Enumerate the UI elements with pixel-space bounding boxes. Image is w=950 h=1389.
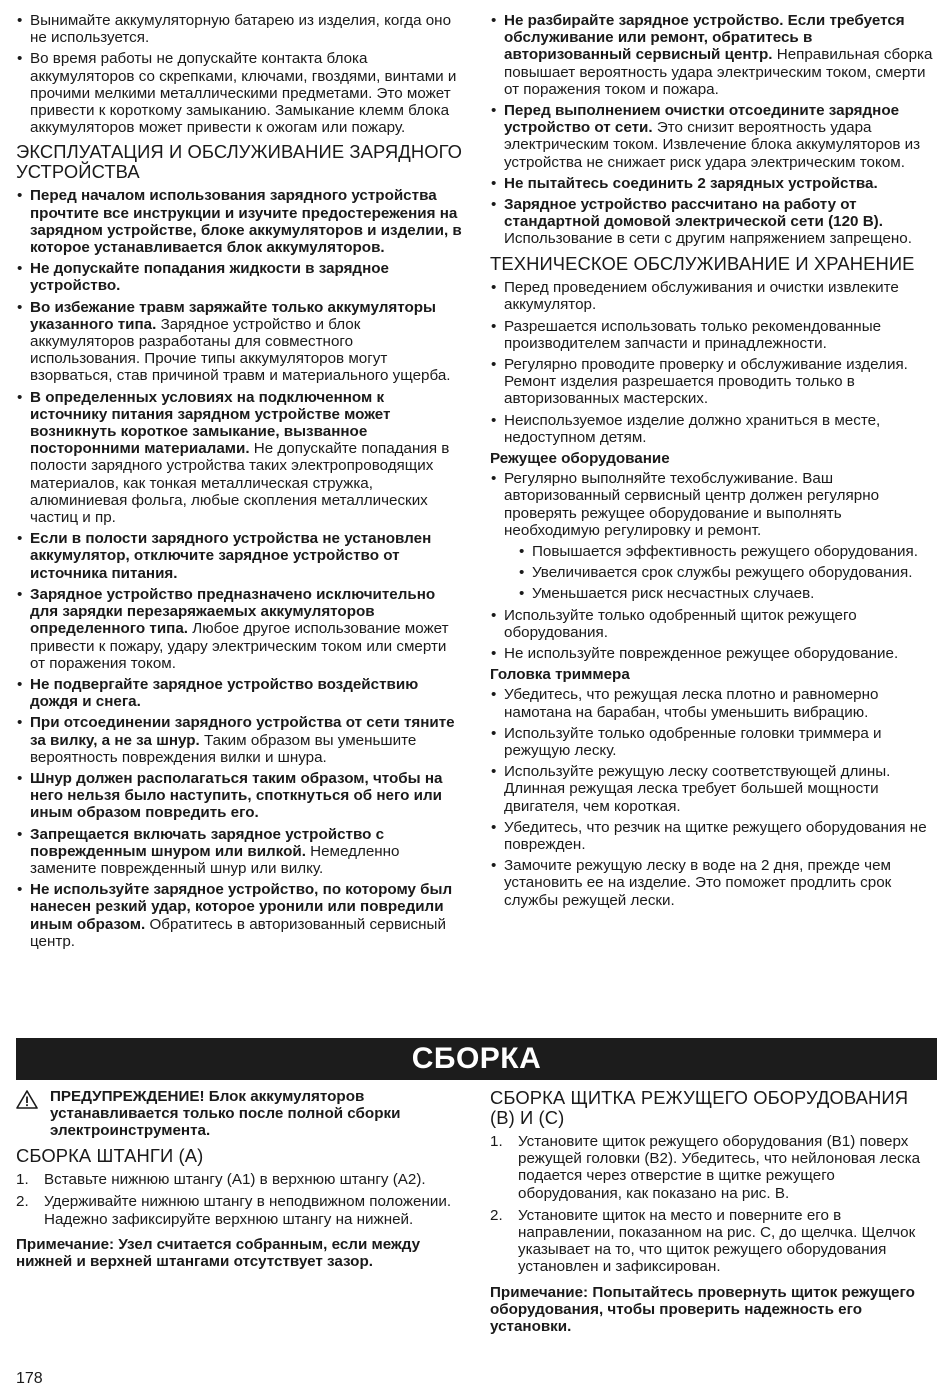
list-item-text: Использование в сети с другим напряжением запрещено. — [504, 230, 912, 248]
list-item: • Используйте только одобренный щиток режущего оборудования. — [490, 607, 937, 641]
list-item: • Повышается эффективность режущего оборудования. — [518, 543, 937, 560]
list-item-text: Регулярно выполняйте техобслуживание. Ваш авторизованный сервисный центр должен регулярно проверять режущее оборудование и выполнять необходимую регулировку и ремонт. — [504, 470, 880, 539]
guard-note: Примечание: Попытайтесь провернуть щиток режущего оборудования, чтобы проверить надежность его установки. — [490, 1283, 915, 1336]
top-left-column — [16, 12, 464, 954]
list-item — [16, 826, 464, 878]
list-item — [16, 389, 464, 527]
bottom-left-column — [16, 1088, 464, 1270]
list-item: • Уменьшается риск несчастных случаев. — [518, 585, 937, 602]
list-item: • Не используйте поврежденное режущее оборудование. — [490, 645, 937, 662]
warning-notice — [16, 1088, 464, 1140]
list-item — [490, 1133, 937, 1202]
list-item — [490, 1207, 937, 1276]
list-item-bold: При отсоединении зарядного устройства от сети тяните за вилку, а не за шнур. — [30, 714, 455, 749]
list-item — [16, 676, 464, 710]
guard-assembly-heading: СБОРКА ЩИТКА РЕЖУЩЕГО ОБОРУДОВАНИЯ (B) И (C) — [490, 1087, 909, 1128]
list-item: • Перед проведением обслуживания и очистки извлеките аккумулятор. — [490, 279, 937, 313]
list-item-text: Немедленно замените поврежденный шнур или вилку. — [30, 842, 400, 877]
step-number: 2. — [16, 1193, 29, 1211]
charger-bullet-list-continued — [490, 12, 937, 248]
list-item-bold: Не используйте зарядное устройство, по которому был нанесен резкий удар, которое уронили или повредили иным образом. — [30, 881, 453, 933]
trimmer-head-subheading: Головка триммера — [490, 666, 630, 684]
list-item-text: Обратитесь в авторизованный сервисный центр. — [30, 915, 446, 950]
maintenance-section-heading: ТЕХНИЧЕСКОЕ ОБСЛУЖИВАНИЕ И ХРАНЕНИЕ — [490, 252, 915, 274]
list-item: • Используйте режущую леску соответствующей длины. Длинная режущая леска требует большей мощности двигателя, чем короткая. — [490, 763, 937, 815]
list-item: • Неиспользуемое изделие должно храниться в месте, недоступном детям. — [490, 412, 937, 446]
cutting-sub-bullet-list — [518, 543, 937, 603]
list-item-text: Таким образом вы уменьшите вероятность повреждения вилки и шнура. — [30, 731, 417, 766]
list-item-bold: Запрещается включать зарядное устройство с поврежденным шнуром или вилкой. — [30, 825, 385, 860]
list-item-text: Неправильная сборка повышает вероятность удара электрическим током, смерти от поражения током и пожара. — [504, 46, 933, 98]
guard-steps-list — [490, 1133, 937, 1276]
list-item-bold: Во избежание травм заряжайте только аккумуляторы указанного типа. — [30, 298, 436, 333]
list-item-bold: Если в полости зарядного устройства не установлен аккумулятор, отключите зарядное устройство от источника питания. — [30, 530, 432, 582]
list-item-bold: Не разбирайте зарядное устройство. Если требуется обслуживание или ремонт, обратитесь в авторизованный сервисный центр. — [504, 12, 905, 64]
list-item — [490, 102, 937, 171]
list-item — [16, 187, 464, 256]
page-number: 178 — [16, 1370, 43, 1387]
shaft-steps-list — [16, 1171, 464, 1228]
list-item-bold: Перед выполнением очистки отсоедините зарядное устройство от сети. — [504, 102, 900, 137]
shaft-note: Примечание: Узел считается собранным, если между нижней и верхней штангами отсутствует зазор. — [16, 1235, 421, 1270]
list-item-bold: Шнур должен располагаться таким образом, чтобы на него нельзя было наступить, споткнуться об него или иным образом повредить его. — [30, 769, 443, 822]
list-item — [16, 260, 464, 294]
trimmer-bullet-list — [490, 686, 937, 908]
list-item — [490, 196, 937, 248]
list-item: • Убедитесь, что режущая леска плотно и равномерно намотана на барабан, чтобы уменьшить вибрацию. — [490, 686, 937, 720]
top-right-column — [490, 12, 937, 913]
list-item-text: Не допускайте попадания в полости зарядного устройства таких электропроводящих материалов, как тонкая металлическая стружка, алюминиевая фольга, любые скопления металлических частиц и пр. — [30, 440, 450, 527]
step-text: Установите щиток на место и поверните его в направлении, показанном на рис. C, до щелчка. Щелчок указывает на то, что щиток режущего оборудования установлен и зафиксирован. — [518, 1206, 916, 1276]
maintenance-bullet-list — [490, 279, 937, 446]
list-item-bold: Не подвергайте зарядное устройство воздействию дождя и снега. — [30, 675, 419, 711]
list-item — [16, 881, 464, 950]
list-item: • Используйте только одобренные головки триммера и режущую леску. — [490, 725, 937, 759]
list-item-bold: Зарядное устройство предназначено исключительно для зарядки перезаряжаемых аккумуляторов определенного типа. — [30, 585, 436, 638]
list-item-text: Любое другое использование может привести к пожару, удару электрическим током или смерти от поражения током. — [30, 620, 449, 672]
list-item — [16, 714, 464, 766]
list-item: • Замочите режущую леску в воде на 2 дня, прежде чем установить ее на изделие. Это поможет продлить срок службы режущей лески. — [490, 857, 937, 909]
warning-text: ПРЕДУПРЕЖДЕНИЕ! Блок аккумуляторов устанавливается только после полной сборки электроинструмента. — [50, 1088, 401, 1140]
list-item-bold: Зарядное устройство рассчитано на работу от стандартной домовой электрической сети (120 В). — [504, 196, 883, 231]
list-item — [16, 586, 464, 672]
list-item: • Разрешается использовать только рекомендованные производителем запчасти и принадлежности. — [490, 318, 937, 352]
step-number: 2. — [490, 1206, 503, 1224]
list-item: • Вынимайте аккумуляторную батарею из изделия, когда оно не используется. — [16, 12, 464, 46]
step-text: Установите щиток режущего оборудования (B1) поверх режущей головки (B2). Убедитесь, что нейлоновая леска подается через отверстие в щитке режущего оборудования, как показано на рис. B. — [518, 1133, 921, 1202]
step-text: Удерживайте нижнюю штангу в неподвижном положении. Надежно зафиксируйте верхнюю штангу на нижней. — [44, 1193, 452, 1228]
list-item: • Убедитесь, что резчик на щитке режущего оборудования не поврежден. — [490, 819, 937, 853]
cutting-equipment-subheading: Режущее оборудование — [490, 449, 670, 467]
shaft-assembly-heading: СБОРКА ШТАНГИ (A) — [16, 1144, 204, 1166]
list-item-bold: Перед началом использования зарядного устройства прочтите все инструкции и изучите предостережения на зарядном устройстве, блоке аккумуляторов и изделии, в которое устанавливается блок аккумуляторов. — [30, 187, 462, 257]
list-item-bold: Не допускайте попадания жидкости в зарядное устройство. — [30, 260, 389, 295]
list-item — [16, 770, 464, 822]
list-item — [16, 1193, 464, 1227]
list-item — [490, 470, 937, 602]
assembly-section-banner: СБОРКА — [16, 1038, 937, 1080]
list-item — [16, 299, 464, 385]
list-item — [490, 12, 937, 98]
list-item-text: Зарядное устройство и блок аккумуляторов разработаны для совместного использования. Прочие типы аккумуляторов могут взорваться, став причиной травм и материального ущерба. — [30, 315, 451, 385]
charger-section-heading: ЭКСПЛУАТАЦИЯ И ОБСЛУЖИВАНИЕ ЗАРЯДНОГО УСТРОЙСТВА — [16, 141, 463, 182]
list-item — [16, 530, 464, 582]
step-number: 1. — [490, 1133, 503, 1150]
battery-bullet-list — [16, 12, 464, 136]
list-item: • Регулярно проводите проверку и обслуживание изделия. Ремонт изделия разрешается проводить только в авторизованных мастерских. — [490, 356, 937, 408]
cutting-bullet-list — [490, 470, 937, 662]
bottom-right-column — [490, 1088, 937, 1335]
step-text: Вставьте нижнюю штангу (A1) в верхнюю штангу (A2). — [44, 1171, 426, 1189]
list-item — [490, 175, 937, 192]
charger-bullet-list — [16, 187, 464, 950]
list-item: • Увеличивается срок службы режущего оборудования. — [518, 564, 937, 581]
step-number: 1. — [16, 1171, 29, 1189]
list-item — [16, 1171, 464, 1188]
warning-triangle-icon — [16, 1090, 38, 1113]
list-item: • Во время работы не допускайте контакта блока аккумуляторов со скрепками, ключами, гвоздями, винтами и прочими мелкими металлическими предметами. Это может привести к короткому замыканию. Замыкание клемм блока аккумуляторов может привести к ожогам или пожару. — [16, 50, 464, 136]
list-item-text: Это снизит вероятность удара электрическим током. Извлечение блока аккумуляторов из устройства не снижает риск удара электрическим током. — [504, 119, 921, 171]
list-item-bold: Не пытайтесь соединить 2 зарядных устройства. — [504, 174, 878, 192]
list-item-bold: В определенных условиях на подключенном к источнику питания зарядном устройстве может возникнуть короткое замыкание, вызванное посторонними материалами. — [30, 388, 391, 458]
